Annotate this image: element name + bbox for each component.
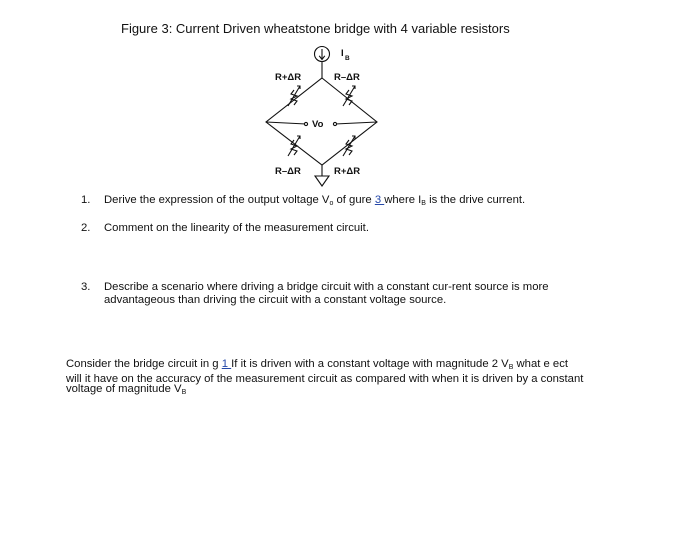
question-text: Comment on the linearity of the measurement circuit. [104, 222, 369, 234]
label-top-left: R+ΔR [275, 72, 302, 83]
question-1: 1. Derive the expression of the output voltage $V_o$ of gure 3 where $I_B$ is the drive current. [81, 194, 526, 207]
figure-title: Figure 3: Current Driven wheatstone bridge with 4 variable resistors [121, 21, 510, 36]
question-text: Describe a scenario where driving a bridge circuit with a constant cur-rent source is more advantageous than driving the circuit with a constant voltage source. [104, 281, 549, 306]
label-bottom-left: R–ΔR [275, 166, 301, 177]
question-3 [81, 281, 551, 307]
question-number: 1. [81, 194, 91, 206]
resistor-bottom-right [343, 136, 355, 156]
current-label-sub: B [345, 55, 350, 62]
question-number: 3. [81, 281, 91, 293]
consider-paragraph: Consider the bridge circuit in g 1 If it is driven with a constant voltage with magnitude 2 $V_B$ what e ect will it have on the accuracy of the measurement circuit as compared with when it is driven by a constant voltage of magnitude $V_B$ [66, 358, 584, 397]
resistor-bottom-left [288, 136, 300, 156]
question-list [81, 194, 551, 307]
label-top-right: R–ΔR [334, 72, 360, 83]
figure-link[interactable]: 3 [374, 194, 385, 206]
current-label: I [341, 48, 344, 59]
wheatstone-bridge-diagram [0, 0, 700, 200]
figure-link[interactable]: 1 [221, 358, 232, 370]
ground-symbol [315, 176, 329, 186]
question-number: 2. [81, 222, 91, 234]
resistor-top-left [288, 86, 300, 106]
label-output: Vo [312, 119, 324, 130]
question-2 [81, 222, 551, 235]
label-bottom-right: R+ΔR [334, 166, 361, 177]
question-text: Derive the expression of the output voltage V [104, 194, 330, 206]
